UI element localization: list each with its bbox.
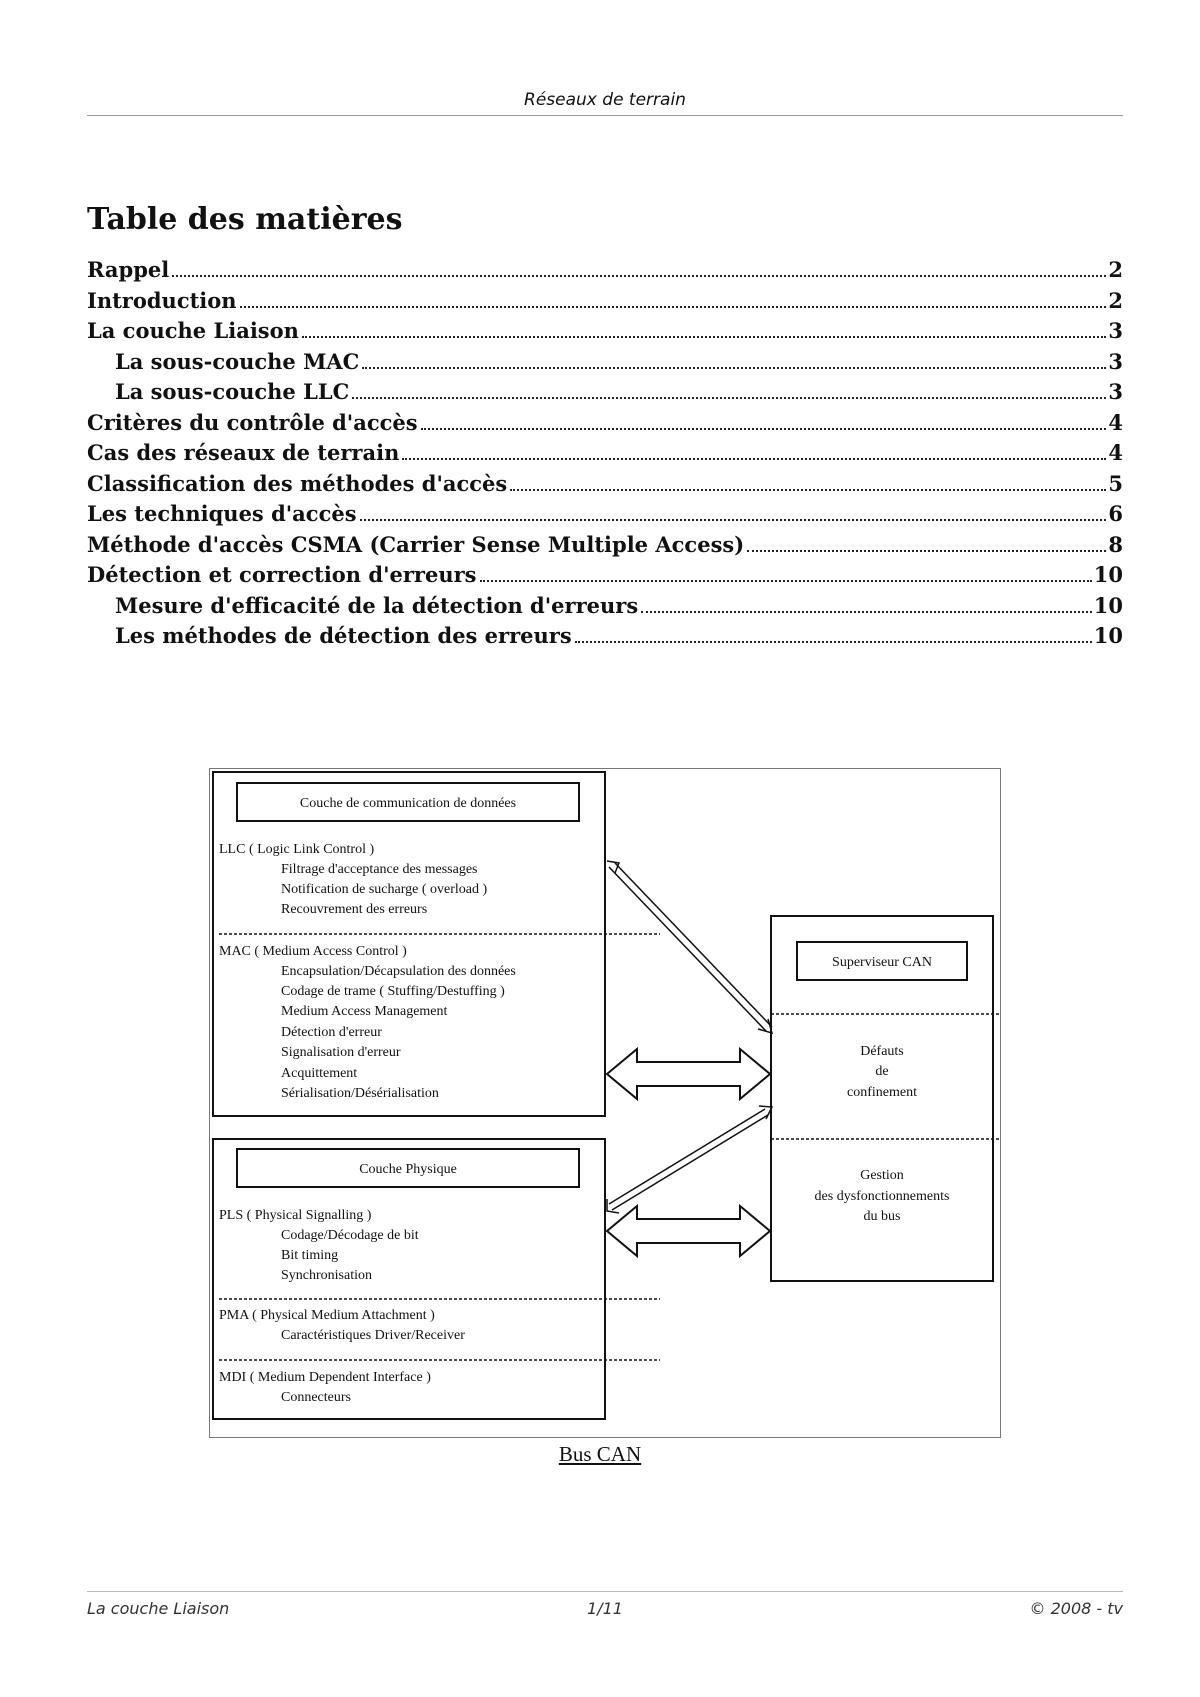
pls-item: Synchronisation bbox=[281, 1268, 372, 1283]
toc-entry-page: 2 bbox=[1108, 257, 1123, 282]
toc-entry[interactable] bbox=[87, 469, 1123, 500]
toc-entry-label: Introduction bbox=[87, 287, 237, 313]
toc-entry-page: 8 bbox=[1108, 531, 1123, 557]
confinement-line: Défauts bbox=[860, 1044, 904, 1059]
toc-entry-label: Méthode d'accès CSMA (Carrier Sense Multiple Access) bbox=[87, 531, 745, 557]
toc-entry[interactable] bbox=[87, 408, 1123, 439]
llc-item: Recouvrement des erreurs bbox=[281, 902, 428, 917]
toc-entry-label: Les techniques d'accès bbox=[87, 501, 357, 526]
toc-entry-page: 3 bbox=[1108, 348, 1123, 374]
pls-to-supervisor-arrow bbox=[607, 1106, 772, 1213]
toc-leader-dots bbox=[747, 550, 1106, 552]
llc-item: Notification de sucharge ( overload ) bbox=[281, 882, 488, 897]
toc-entry-page: 6 bbox=[1108, 501, 1123, 526]
page-number: 1/11 bbox=[587, 1599, 623, 1618]
mac-item: Acquittement bbox=[281, 1066, 358, 1081]
pma-heading: PMA ( Physical Medium Attachment ) bbox=[219, 1308, 435, 1323]
mdi-heading: MDI ( Medium Dependent Interface ) bbox=[219, 1370, 431, 1385]
llc-heading: LLC ( Logic Link Control ) bbox=[219, 842, 375, 857]
pls-item: Codage/Décodage de bit bbox=[281, 1228, 419, 1243]
mdi-item: Connecteurs bbox=[281, 1390, 351, 1405]
toc-leader-dots bbox=[421, 428, 1107, 430]
toc-entry-label: Détection et correction d'erreurs bbox=[87, 562, 477, 587]
page-footer bbox=[87, 1591, 1123, 1622]
supervisor-title: Superviseur CAN bbox=[832, 955, 932, 970]
toc-entry-page: 10 bbox=[1093, 592, 1123, 618]
bus-can-diagram bbox=[210, 769, 1000, 1437]
toc-entry-label: Classification des méthodes d'accès bbox=[87, 470, 508, 496]
mac-heading: MAC ( Medium Access Control ) bbox=[219, 944, 407, 959]
toc-entry[interactable] bbox=[87, 591, 1123, 622]
pma-item: Caractéristiques Driver/Receiver bbox=[281, 1328, 465, 1343]
llc-item: Filtrage d'acceptance des messages bbox=[281, 862, 478, 877]
toc-entry-page: 3 bbox=[1108, 379, 1123, 404]
caption-text: Bus CAN bbox=[558, 1442, 642, 1466]
toc-leader-dots bbox=[575, 641, 1092, 643]
toc-entry-label: La sous-couche LLC bbox=[115, 379, 350, 404]
mac-item: Sérialisation/Désérialisation bbox=[281, 1086, 439, 1101]
toc-entry[interactable] bbox=[87, 286, 1123, 317]
toc-entry-label: Rappel bbox=[87, 257, 170, 282]
copyright: © 2008 - tv bbox=[1029, 1599, 1123, 1618]
toc-entry-label: Les méthodes de détection des erreurs bbox=[115, 623, 572, 648]
toc-entry[interactable] bbox=[87, 316, 1123, 347]
toc-entry-page: 4 bbox=[1108, 440, 1123, 465]
toc-entry[interactable] bbox=[87, 347, 1123, 378]
header-title: Réseaux de terrain bbox=[524, 90, 686, 110]
bus-management-line: du bus bbox=[863, 1209, 901, 1224]
toc-title: Table des matières bbox=[87, 202, 403, 237]
pls-heading: PLS ( Physical Signalling ) bbox=[219, 1208, 372, 1223]
toc-leader-dots bbox=[362, 367, 1106, 369]
toc-leader-dots bbox=[480, 580, 1092, 582]
mac-item: Codage de trame ( Stuffing/Destuffing ) bbox=[281, 984, 505, 999]
toc-entry[interactable] bbox=[87, 621, 1123, 652]
mac-item: Encapsulation/Décapsulation des données bbox=[281, 964, 516, 979]
toc-entry-label: Critères du contrôle d'accès bbox=[87, 409, 418, 435]
toc-leader-dots bbox=[510, 489, 1106, 491]
confinement-line: de bbox=[875, 1064, 889, 1079]
toc-entry[interactable] bbox=[87, 560, 1123, 591]
figure-caption bbox=[0, 1442, 1200, 1467]
toc-leader-dots bbox=[240, 306, 1107, 308]
pls-bidirectional-arrow bbox=[607, 1206, 770, 1256]
mac-item: Medium Access Management bbox=[281, 1004, 448, 1019]
page-header bbox=[87, 88, 1123, 116]
toc-entry-page: 3 bbox=[1108, 318, 1123, 343]
mac-bidirectional-arrow bbox=[607, 1049, 770, 1099]
llc-to-supervisor-arrow bbox=[607, 861, 772, 1033]
toc-leader-dots bbox=[641, 611, 1092, 613]
toc-entry-label: Cas des réseaux de terrain bbox=[87, 440, 400, 465]
bus-can-figure bbox=[209, 768, 1001, 1438]
toc-entry[interactable] bbox=[87, 499, 1123, 530]
toc-entry-page: 10 bbox=[1093, 562, 1123, 587]
toc-entry[interactable] bbox=[87, 255, 1123, 286]
toc-leader-dots bbox=[302, 336, 1106, 338]
mac-item: Signalisation d'erreur bbox=[281, 1045, 401, 1060]
toc-entry-page: 4 bbox=[1108, 409, 1123, 435]
physical-title: Couche Physique bbox=[359, 1162, 457, 1177]
toc-entry[interactable] bbox=[87, 377, 1123, 408]
toc-entry-label: La couche Liaison bbox=[87, 318, 299, 343]
toc-entry[interactable] bbox=[87, 438, 1123, 469]
pls-item: Bit timing bbox=[281, 1248, 339, 1263]
toc-leader-dots bbox=[402, 458, 1106, 460]
toc-leader-dots bbox=[352, 397, 1106, 399]
toc-leader-dots bbox=[360, 519, 1107, 521]
toc-entry-page: 5 bbox=[1108, 470, 1123, 496]
confinement-line: confinement bbox=[847, 1085, 917, 1100]
table-of-contents bbox=[87, 255, 1123, 652]
toc-entry-label: Mesure d'efficacité de la détection d'erreurs bbox=[115, 592, 639, 618]
toc-entry-page: 10 bbox=[1093, 623, 1123, 648]
bus-management-line: Gestion bbox=[860, 1168, 904, 1183]
mac-item: Détection d'erreur bbox=[281, 1025, 382, 1040]
bus-management-line: des dysfonctionnements bbox=[814, 1189, 950, 1204]
toc-entry[interactable] bbox=[87, 530, 1123, 561]
footer-left: La couche Liaison bbox=[87, 1599, 230, 1618]
toc-leader-dots bbox=[172, 275, 1106, 277]
toc-entry-page: 2 bbox=[1108, 287, 1123, 313]
data-link-title: Couche de communication de données bbox=[299, 796, 517, 811]
toc-entry-label: La sous-couche MAC bbox=[115, 348, 360, 374]
